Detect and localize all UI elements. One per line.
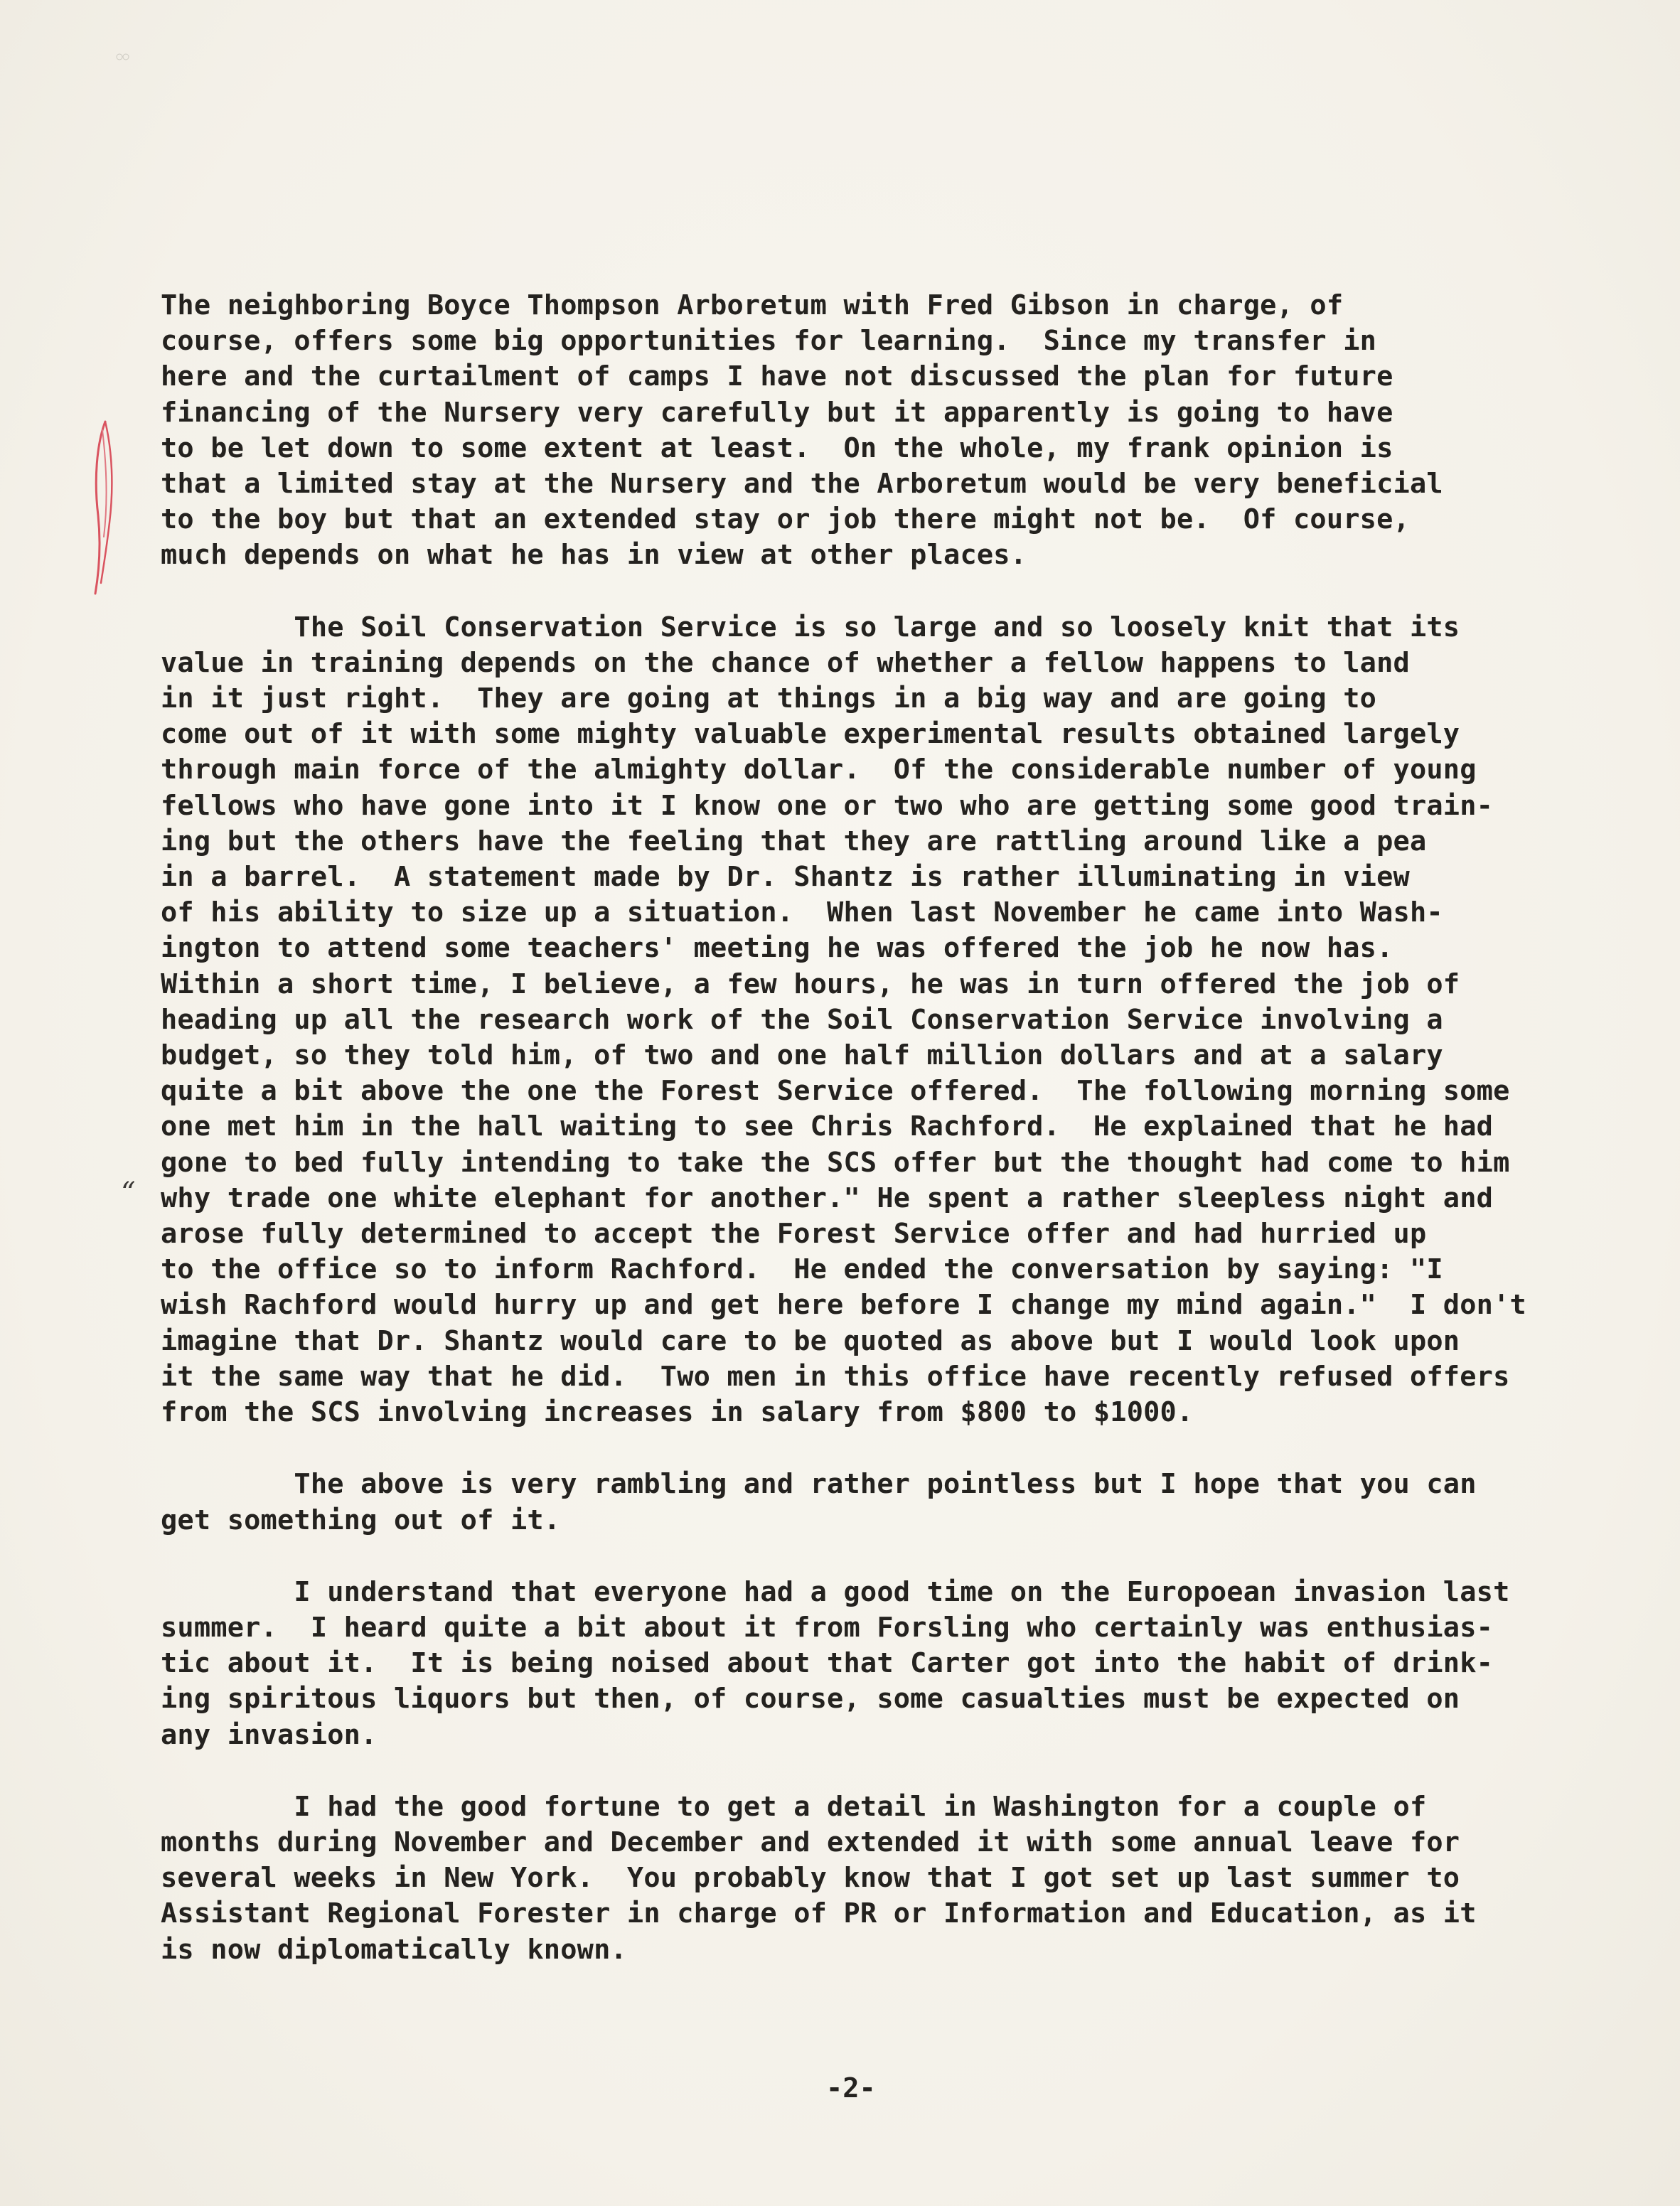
text-line: course, offers some big opportunities for learning. Since my transfer in [161, 325, 1377, 358]
red-pencil-margin-mark [84, 416, 127, 601]
paragraph [161, 1575, 1661, 1753]
text-line: value in training depends on the chance of whether a fellow happens to land [161, 646, 1410, 679]
text-line: quite a bit above the one the Forest Service offered. The following morning some [161, 1075, 1510, 1108]
text-line: here and the curtailment of camps I have not discussed the plan for future [161, 360, 1393, 393]
page-number: -2- [826, 2072, 876, 2104]
text-line: tic about it. It is being noised about that Carter got into the habit of drink- [161, 1647, 1494, 1680]
text-line: it the same way that he did. Two men in this office have recently refused offers [161, 1360, 1510, 1393]
text-line: gone to bed fully intending to take the SCS offer but the thought had come to him [161, 1146, 1510, 1179]
paragraph [161, 610, 1661, 1431]
text-line: come out of it with some mighty valuable experimental results obtained largely [161, 718, 1460, 751]
text-line: much depends on what he has in view at other places. [161, 539, 1027, 572]
text-line: one met him in the hall waiting to see Chris Rachford. He explained that he had [161, 1110, 1494, 1143]
paragraph-gap [161, 1753, 1661, 1789]
text-line: I had the good fortune to get a detail in Washington for a couple of [161, 1790, 1427, 1823]
text-line: fellows who have gone into it I know one or two who are getting some good train- [161, 789, 1494, 822]
text-line: why trade one white elephant for another." He spent a rather sleepless night and [161, 1182, 1494, 1214]
paragraph [161, 1467, 1661, 1538]
text-line: to the office so to inform Rachford. He ended the conversation by saying: "I [161, 1253, 1443, 1286]
text-line: of his ability to size up a situation. When last November he came into Wash- [161, 896, 1443, 929]
text-line: several weeks in New York. You probably know that I got set up last summer to [161, 1862, 1460, 1895]
text-line: ing but the others have the feeling that they are rattling around like a pea [161, 825, 1427, 857]
text-line: to the boy but that an extended stay or job there might not be. Of course, [161, 503, 1410, 536]
text-line: wish Rachford would hurry up and get here before I change my mind again." I don't [161, 1289, 1526, 1322]
letter-body [161, 288, 1661, 1968]
text-line: ington to attend some teachers' meeting he was offered the job he now has. [161, 932, 1393, 965]
text-line: get something out of it. [161, 1504, 561, 1536]
text-line: Within a short time, I believe, a few hours, he was in turn offered the job of [161, 968, 1460, 1000]
text-line: arose fully determined to accept the Forest Service offer and had hurried up [161, 1218, 1427, 1251]
text-line: months during November and December and extended it with some annual leave for [161, 1826, 1460, 1858]
text-line: from the SCS involving increases in salary from $800 to $1000. [161, 1396, 1194, 1429]
text-line: ing spiritous liquors but then, of course, some casualties must be expected on [161, 1683, 1460, 1715]
text-line: through main force of the almighty dollar. Of the considerable number of young [161, 754, 1477, 786]
text-line: that a limited stay at the Nursery and the Arboretum would be very beneficial [161, 468, 1443, 500]
paragraph-gap [161, 1430, 1661, 1467]
text-line: financing of the Nursery very carefully but it apparently is going to have [161, 396, 1393, 429]
paragraph-gap [161, 1538, 1661, 1575]
text-line: The neighboring Boyce Thompson Arboretum with Fred Gibson in charge, of [161, 289, 1344, 321]
margin-quote-mark: “ [121, 1177, 136, 1209]
text-line: in a barrel. A statement made by Dr. Shantz is rather illuminating in view [161, 861, 1410, 894]
text-line: any invasion. [161, 1718, 378, 1751]
paper-blemish [114, 50, 135, 64]
text-line: Assistant Regional Forester in charge of PR or Information and Education, as it [161, 1897, 1477, 1930]
text-line: is now diplomatically known. [161, 1933, 627, 1966]
text-line: summer. I heard quite a bit about it from Forsling who certainly was enthusias- [161, 1611, 1494, 1644]
text-line: budget, so they told him, of two and one half million dollars and at a salary [161, 1039, 1443, 1072]
text-line: to be let down to some extent at least. On the whole, my frank opinion is [161, 432, 1393, 464]
text-line: heading up all the research work of the Soil Conservation Service involving a [161, 1003, 1443, 1036]
paragraph [161, 288, 1661, 574]
text-line: The Soil Conservation Service is so large and so loosely knit that its [161, 611, 1460, 643]
text-line: I understand that everyone had a good time on the Europoean invasion last [161, 1575, 1510, 1608]
text-line: imagine that Dr. Shantz would care to be quoted as above but I would look upon [161, 1324, 1460, 1357]
text-line: in it just right. They are going at things in a big way and are going to [161, 682, 1377, 715]
paragraph [161, 1789, 1661, 1968]
text-line: The above is very rambling and rather pointless but I hope that you can [161, 1468, 1477, 1501]
paragraph-gap [161, 574, 1661, 610]
